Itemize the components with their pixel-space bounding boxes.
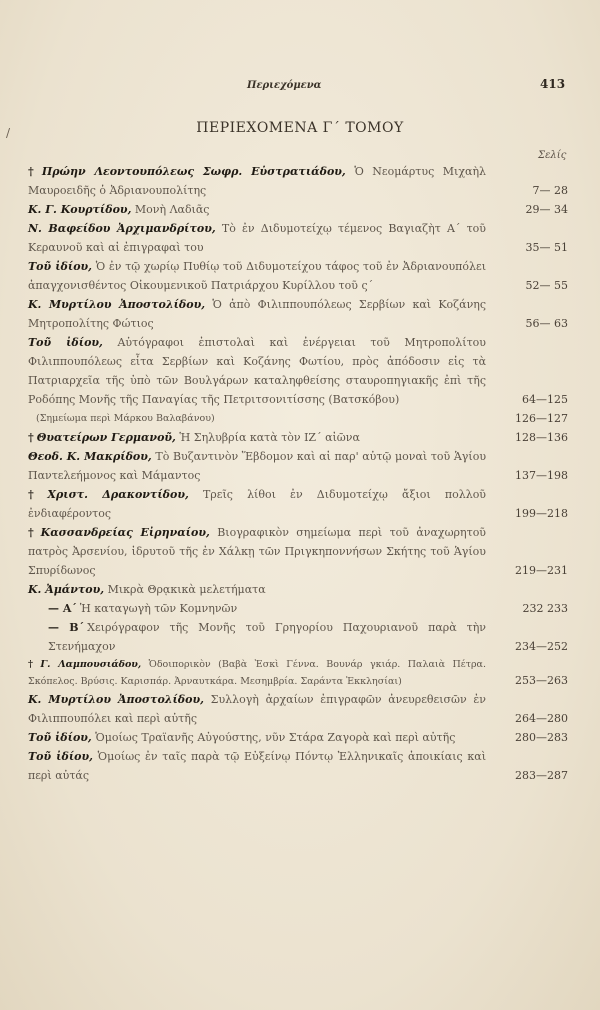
entry-pages: 264—280	[515, 712, 568, 725]
toc-entry	[28, 485, 568, 523]
entry-title: Ὁδοιπορικὸν (Βαβὰ Ἐσκὶ Γέννα. Βουνάρ γκιάρ. Παλαιὰ Πέτρα. Σκόπελος. Βρύσις. Καρισπάρ. Ἀρναυτκάρα. Μεσημβρία. Σαράντα Ἐκκλησίαι)	[28, 659, 486, 687]
toc-entry	[28, 200, 568, 219]
entry-mark: †	[28, 659, 38, 670]
toc-entry	[28, 295, 568, 333]
toc-entry	[28, 219, 568, 257]
entry-pages: 56— 63	[525, 317, 568, 330]
entry-mark: †	[28, 431, 34, 444]
page-title: ΠΕΡΙΕΧΟΜΕΝΑ Γ΄ ΤΟΜΟΥ	[196, 120, 404, 136]
toc-list	[28, 162, 568, 785]
entry-title: Βιογραφικὸν σημείωμα περὶ τοῦ ἀναχωρητοῦ πατρὸς Ἀρσενίου, ἱδρυτοῦ τῆς ἐν Χάλκῃ τῶν Πριγκηποννήσων Σκήτης τοῦ Ἁγίου Σπυρίδωνος	[28, 526, 486, 577]
entry-mark: †	[28, 165, 39, 178]
entry-pages: 219—231	[515, 564, 568, 577]
entry-title: Ὁ Νεομάρτυς Μιχαὴλ Μαυροειδῆς ὁ Ἀδριανουπολίτης	[28, 165, 487, 197]
entry-mark: — Α΄	[48, 602, 77, 615]
toc-entry	[28, 690, 568, 728]
entry-pages: 234—252	[515, 640, 568, 653]
entry-title: Τρεῖς λίθοι ἐν Διδυμοτείχῳ ἄξιοι πολλοῦ ἐνδιαφέροντος	[28, 488, 486, 520]
entry-title: Ὁ ἀπὸ Φιλιππουπόλεως Σερβίων καὶ Κοζάνης Μητροπολίτης Φώτιος	[28, 298, 487, 330]
margin-mark: /	[6, 126, 11, 140]
entry-author: Κ. Μυρτίλου Ἀποστολίδου,	[28, 693, 204, 706]
entry-title: Μονὴ Λαδιᾶς	[134, 203, 210, 216]
entry-pages: 137—198	[515, 469, 568, 482]
entry-author: Τοῦ ἰδίου,	[28, 336, 103, 349]
pages-column-header: Σελίς	[538, 150, 567, 161]
entry-author: Τοῦ ἰδίου,	[28, 260, 92, 273]
toc-entry	[28, 447, 568, 485]
entry-title: Ἡ καταγωγὴ τῶν Κομνηνῶν	[79, 602, 238, 615]
entry-author: Θυατείρων Γερμανοῦ,	[36, 431, 176, 444]
entry-title: Τὸ ἐν Διδυμοτείχῳ τέμενος Βαγιαζὴτ Α΄ τοῦ Κεραυνοῦ καὶ αἱ ἐπιγραφαὶ του	[28, 222, 486, 254]
entry-pages: 283—287	[515, 769, 568, 782]
entry-author: Χριστ. Δρακοντίδου,	[47, 488, 189, 501]
entry-author: Ν. Βαφείδου Ἀρχιμανδρίτου,	[28, 222, 216, 235]
entry-title: Ὁμοίως ἐν ταῖς παρὰ τῷ Εὐξείνῳ Πόντῳ Ἑλληνικαῖς ἀποικίαις καὶ περὶ αὐτάς	[28, 750, 487, 782]
entry-pages: 7— 28	[532, 184, 568, 197]
entry-pages: 29— 34	[525, 203, 568, 216]
entry-pages: 35— 51	[525, 241, 568, 254]
entry-title: (Σημείωμα περὶ Μάρκου Βαλαβάνου)	[36, 413, 215, 424]
toc-entry	[28, 599, 568, 618]
entry-title: Ἡ Σηλυβρία κατὰ τὸν ΙΖ΄ αἰῶνα	[179, 431, 360, 444]
entry-author: Πρώην Λεοντουπόλεως Σωφρ. Εὐστρατιάδου,	[41, 165, 346, 178]
running-title: Περιεχόμενα	[247, 80, 322, 91]
toc-entry	[28, 428, 568, 447]
entry-author: Τοῦ ἰδίου,	[28, 731, 92, 744]
entry-author: Κ. Ἀμάντου,	[28, 583, 105, 596]
entry-author: Γ. Λαμπουσιάδου,	[40, 659, 142, 670]
toc-entry	[28, 656, 568, 690]
entry-pages: 126—127	[515, 412, 568, 425]
entry-mark: †	[28, 526, 38, 539]
entry-pages: 280—283	[515, 731, 568, 744]
entry-title: Ὁ ἐν τῷ χωρίῳ Πυθίῳ τοῦ Διδυμοτείχου τάφος τοῦ ἐν Ἀδριανουπόλει ἀπαγχονισθέντος Οἰκουμενικοῦ Πατριάρχου Κυρίλλου τοῦ ς΄	[28, 260, 487, 292]
entry-title: Τὸ Βυζαντινὸν Ἕβδομον καὶ αἱ παρ' αὐτῷ μοναὶ τοῦ Ἁγίου Παντελεήμονος καὶ Μάμαντος	[28, 450, 487, 482]
entry-pages: 128—136	[515, 431, 568, 444]
entry-pages: 253—263	[515, 674, 568, 687]
toc-entry	[28, 162, 568, 200]
toc-entry	[28, 728, 568, 747]
entry-title: Χειρόγραφον τῆς Μονῆς τοῦ Γρηγορίου Παχουριανοῦ παρὰ τὴν Στενήμαχον	[48, 621, 486, 653]
toc-entry	[28, 409, 568, 428]
entry-author: Τοῦ ἰδίου,	[28, 750, 93, 763]
entry-author: Κ. Μυρτίλου Ἀποστολίδου,	[28, 298, 206, 311]
toc-entry	[28, 257, 568, 295]
entry-pages: 232 233	[522, 602, 568, 615]
page-number: 413	[540, 77, 566, 91]
toc-entry	[28, 618, 568, 656]
toc-entry	[28, 747, 568, 785]
entry-author: Κ. Γ. Κουρτίδου,	[28, 203, 132, 216]
entry-mark: — Β΄	[48, 621, 85, 634]
entry-pages: 64—125	[522, 393, 568, 406]
entry-title: Μικρὰ Θρᾳκικὰ μελετήματα	[107, 583, 266, 596]
entry-title: Συλλογὴ ἀρχαίων ἐπιγραφῶν ἀνευρεθεισῶν ἐν Φιλιππουπόλει καὶ περὶ αὐτῆς	[28, 693, 486, 725]
entry-author: Κασσανδρείας Εἰρηναίου,	[40, 526, 210, 539]
toc-entry	[28, 333, 568, 409]
entry-title: Αὐτόγραφοι ἐπιστολαὶ καὶ ἐνέργειαι τοῦ Μητροπολίτου Φιλιππουπόλεως εἶτα Σερβίων καὶ Κοζάνης Φωτίου, πρὸς ἀπόδοσιν εἰς τὰ Πατριαρχεῖα τῆς ὑπὸ τῶν Βουλγάρων καταληφθείσης σταυροπηγιακῆς ἐπὶ τῆς Ροδόπης Μονῆς τῆς Παναγίας τῆς Πετριτσονιτίσσης (Βατσκόβου)	[28, 336, 486, 406]
entry-pages: 199—218	[515, 507, 568, 520]
toc-entry	[28, 580, 568, 599]
running-head	[0, 77, 600, 100]
entry-author: Θεοδ. Κ. Μακρίδου,	[28, 450, 152, 463]
toc-entry	[28, 523, 568, 580]
entry-pages: 52— 55	[525, 279, 568, 292]
entry-mark: †	[28, 488, 45, 501]
entry-title: Ὁμοίως Τραϊανῆς Αὐγούστης, νῦν Στάρα Ζαγορὰ καὶ περὶ αὐτῆς	[95, 731, 456, 744]
